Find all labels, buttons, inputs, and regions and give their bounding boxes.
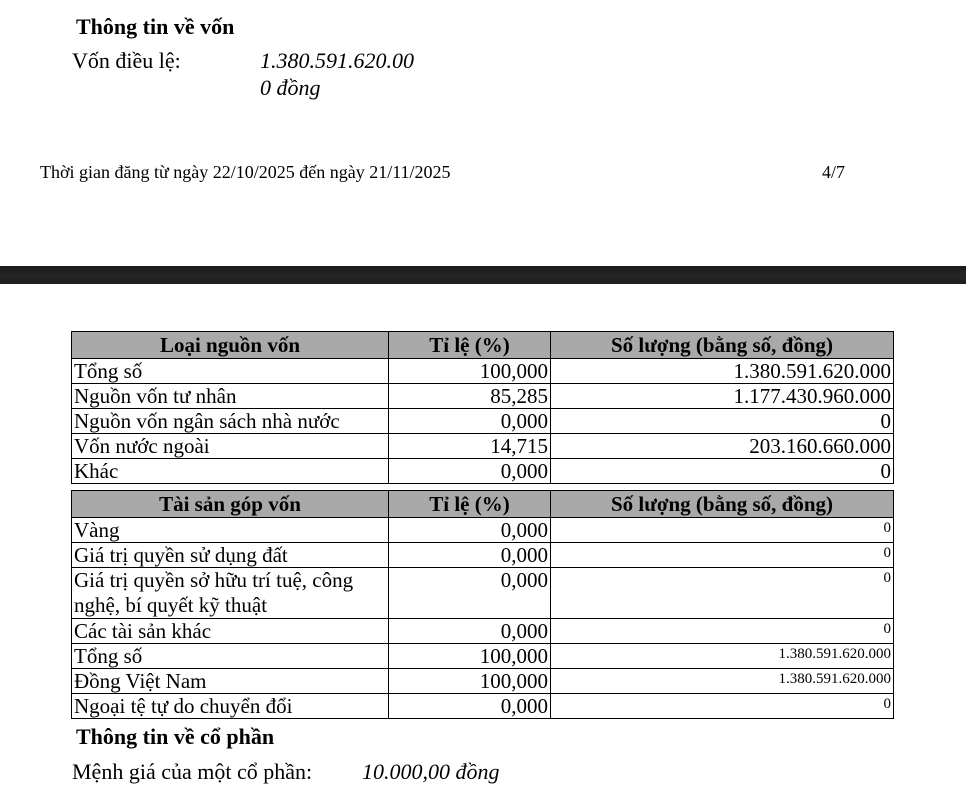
table-row [72, 409, 894, 434]
contributed-assets-table [71, 490, 894, 719]
cell-amount: 0 [551, 518, 894, 543]
cell-amount: 1.380.591.620.000 [551, 359, 894, 384]
page-separator [0, 266, 966, 284]
cell-type: Đồng Việt Nam [72, 669, 389, 694]
cell-amount: 1.380.591.620.000 [551, 644, 894, 669]
cell-ratio: 100,000 [389, 644, 551, 669]
table-row [72, 518, 894, 543]
cell-type: Nguồn vốn ngân sách nhà nước [72, 409, 389, 434]
cell-ratio: 85,285 [389, 384, 551, 409]
header-source-type: Loại nguồn vốn [72, 332, 389, 359]
table-header-row [72, 332, 894, 359]
cell-type: Giá trị quyền sở hữu trí tuệ, công nghệ, bí quyết kỹ thuật [72, 568, 389, 619]
cell-ratio: 0,000 [389, 619, 551, 644]
cell-ratio: 0,000 [389, 518, 551, 543]
par-value-label: Mệnh giá của một cổ phần: [72, 759, 313, 784]
cell-type: Tổng số [72, 644, 389, 669]
cell-ratio: 0,000 [389, 543, 551, 568]
capital-info-title: Thông tin về vốn [76, 14, 235, 39]
cell-ratio: 100,000 [389, 359, 551, 384]
table-header-row [72, 491, 894, 518]
table-row [72, 384, 894, 409]
cell-ratio: 100,000 [389, 669, 551, 694]
cell-ratio: 0,000 [389, 459, 551, 484]
cell-amount: 0 [551, 568, 894, 619]
cell-amount: 1.177.430.960.000 [551, 384, 894, 409]
cell-type: Tổng số [72, 359, 389, 384]
header-asset-type: Tài sản góp vốn [72, 491, 389, 518]
header-amount: Số lượng (bằng số, đồng) [551, 332, 894, 359]
table-row [72, 459, 894, 484]
cell-ratio: 0,000 [389, 694, 551, 719]
cell-amount: 0 [551, 409, 894, 434]
table-row [72, 669, 894, 694]
cell-ratio: 0,000 [389, 409, 551, 434]
cell-type: Khác [72, 459, 389, 484]
table-row [72, 359, 894, 384]
share-info-title: Thông tin về cổ phần [76, 724, 275, 749]
table-row [72, 434, 894, 459]
capital-sources-table [71, 331, 894, 484]
cell-amount: 0 [551, 459, 894, 484]
table-row [72, 644, 894, 669]
header-amount: Số lượng (bằng số, đồng) [551, 491, 894, 518]
table-row [72, 543, 894, 568]
cell-ratio: 0,000 [389, 568, 551, 619]
cell-ratio: 14,715 [389, 434, 551, 459]
charter-capital-value-line2: 0 đồng [260, 75, 321, 100]
cell-type: Nguồn vốn tư nhân [72, 384, 389, 409]
page-number: 4/7 [822, 162, 846, 182]
par-value: 10.000,00 đồng [362, 759, 500, 784]
cell-type: Vốn nước ngoài [72, 434, 389, 459]
cell-amount: 0 [551, 543, 894, 568]
cell-amount: 203.160.660.000 [551, 434, 894, 459]
table-row [72, 694, 894, 719]
table-row [72, 568, 894, 619]
table-row [72, 619, 894, 644]
cell-amount: 0 [551, 619, 894, 644]
charter-capital-value-line1: 1.380.591.620.00 [260, 48, 414, 73]
cell-amount: 0 [551, 694, 894, 719]
header-ratio: Tỉ lệ (%) [389, 332, 551, 359]
cell-type: Ngoại tệ tự do chuyển đổi [72, 694, 389, 719]
cell-type: Giá trị quyền sử dụng đất [72, 543, 389, 568]
cell-type: Vàng [72, 518, 389, 543]
header-ratio: Tỉ lệ (%) [389, 491, 551, 518]
cell-amount: 1.380.591.620.000 [551, 669, 894, 694]
charter-capital-label: Vốn điều lệ: [72, 48, 181, 73]
posting-period: Thời gian đăng từ ngày 22/10/2025 đến ngày 21/11/2025 [40, 162, 451, 182]
cell-type: Các tài sản khác [72, 619, 389, 644]
